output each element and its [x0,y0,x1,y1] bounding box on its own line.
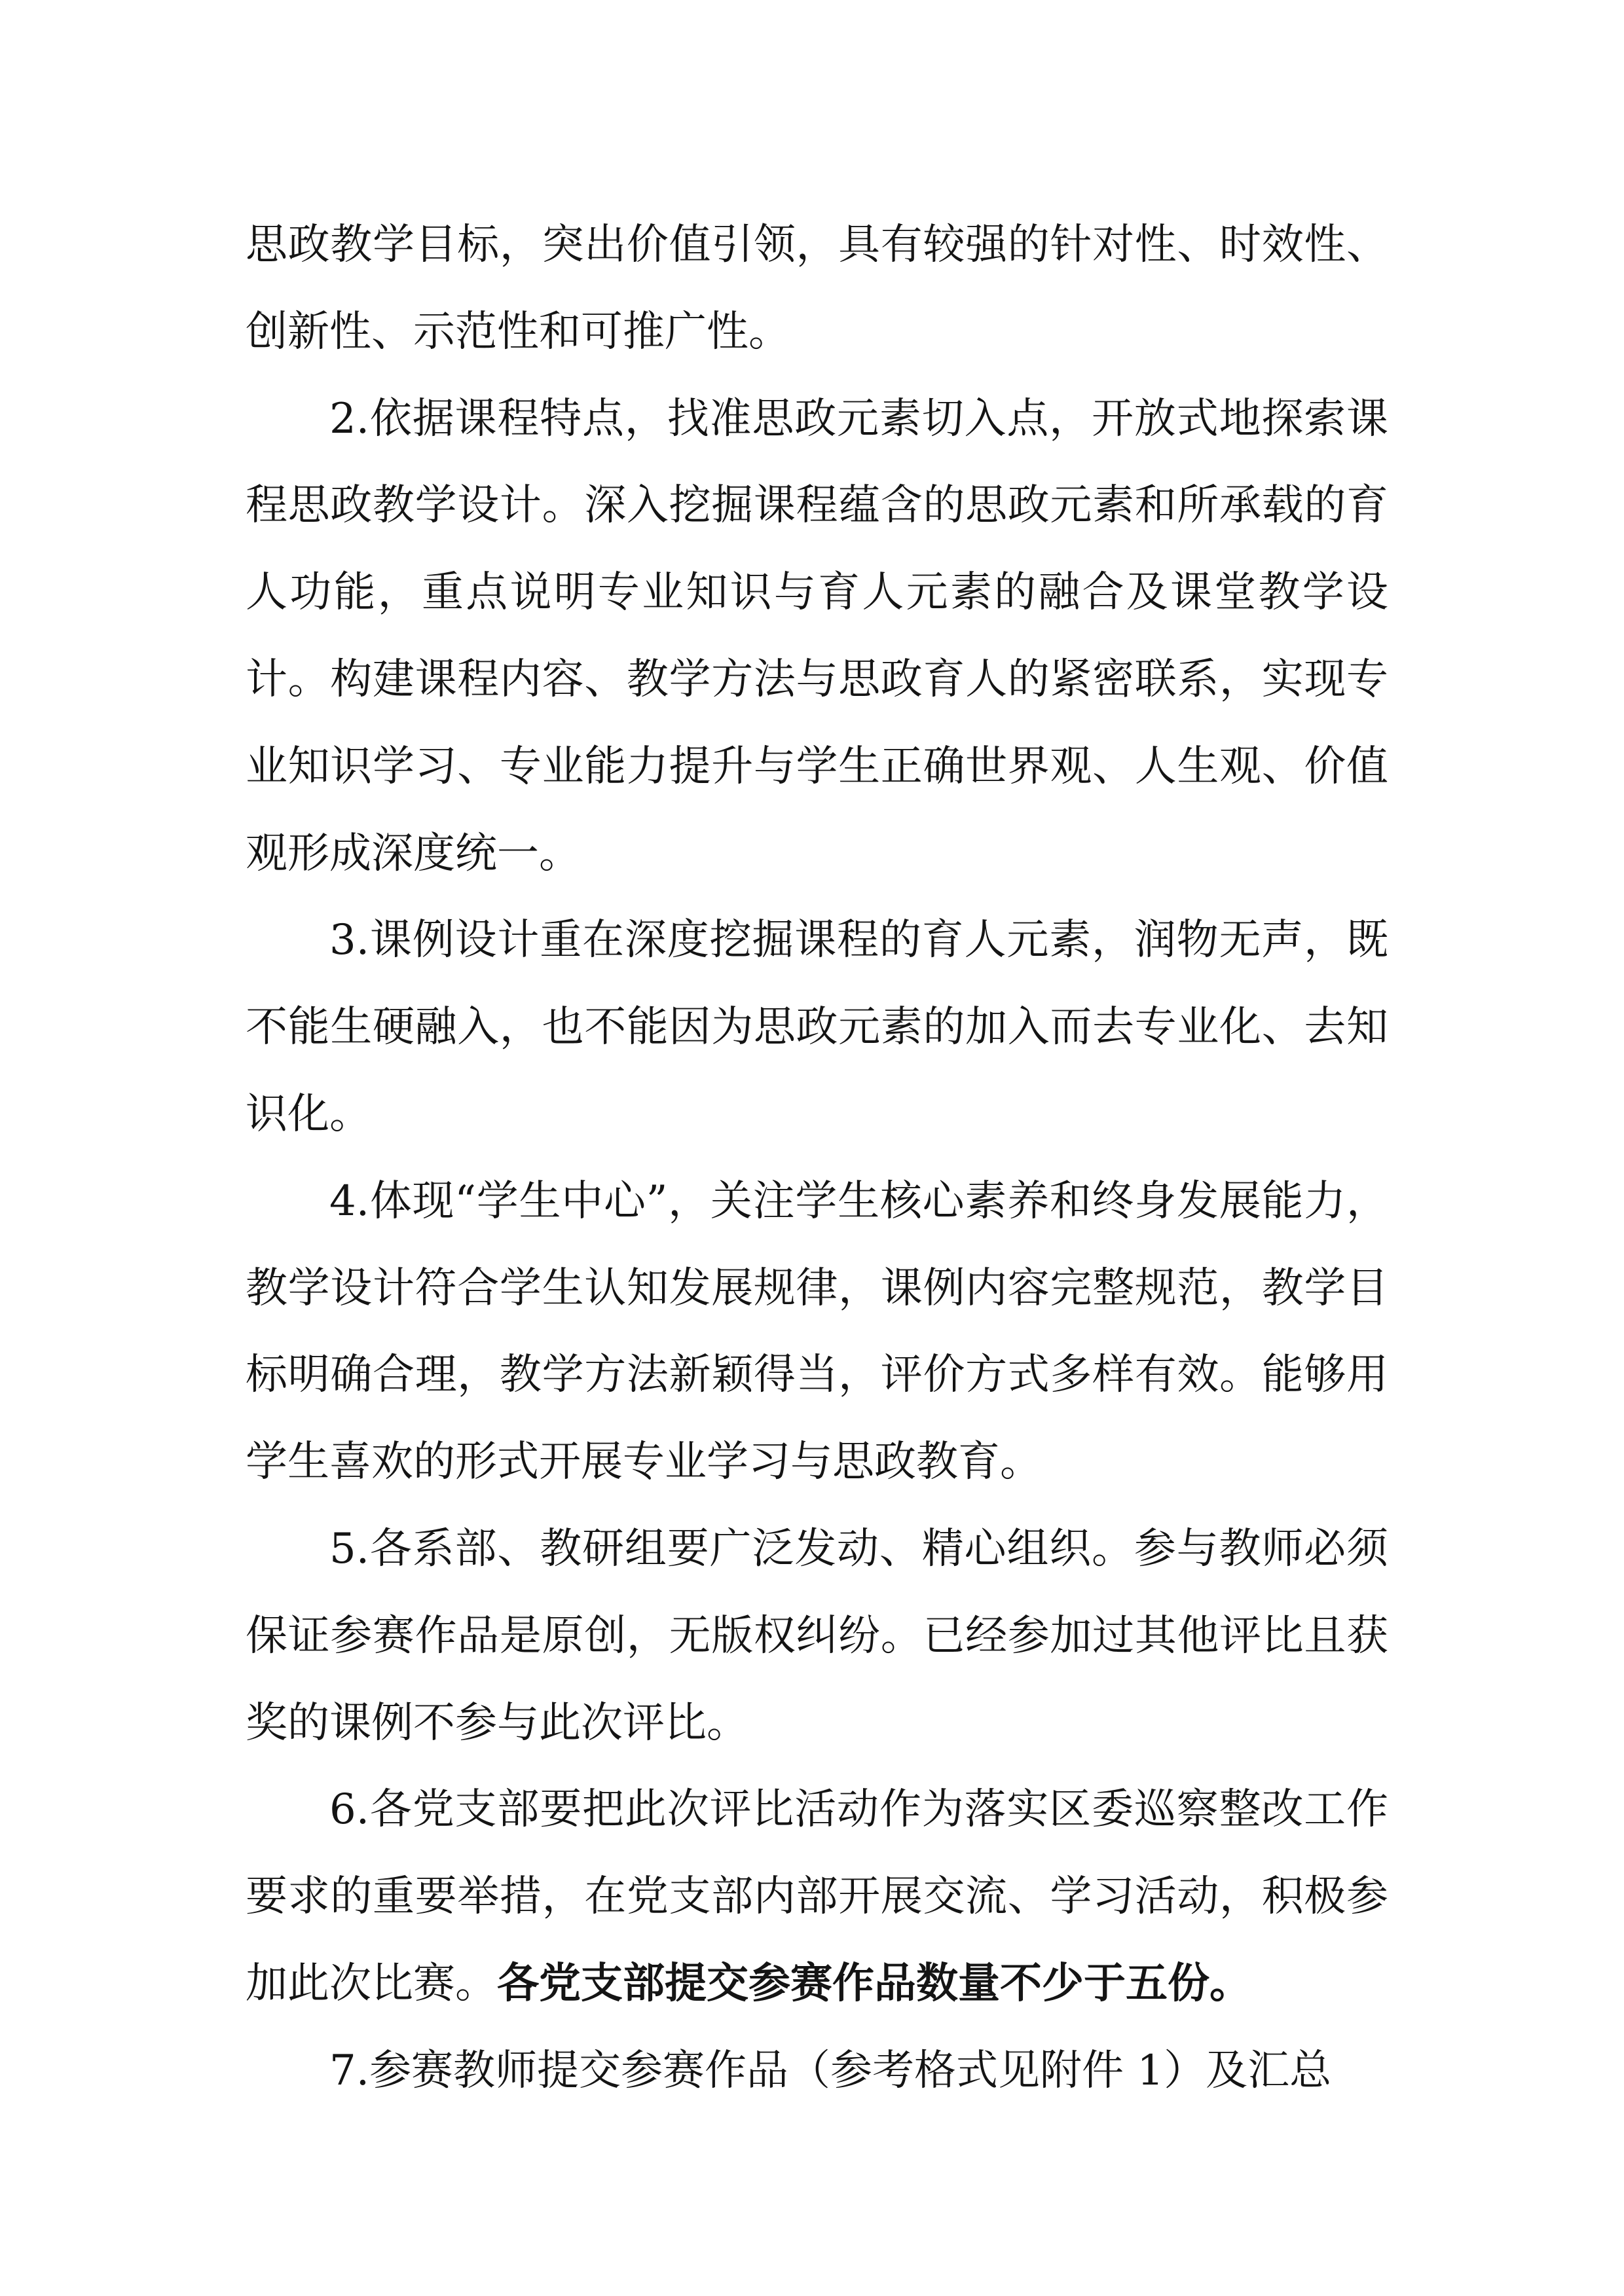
paragraph-bold-requirement: 各党支部提交参赛作品数量不少于五份。 [497,1958,1251,2008]
paragraph-text: 7.参赛教师提交参赛作品（参考格式见附件 1）及汇总 [329,2046,1332,2095]
paragraph-text: 3.课例设计重在深度挖掘课程的育人元素，润物无声，既不能生硬融入，也不能因为思政元素的加入而去专业化、去知识化。 [246,916,1388,1139]
paragraph-item-5 [246,1506,1388,1766]
paragraph-item-7 [246,2028,1388,2115]
paragraph-text: 4.体现“学生中心”，关注学生核心素养和终身发展能力，教学设计符合学生认知发展规律，课例内容完整规范，教学目标明确合理，教学方法新颖得当，评价方式多样有效。能够用学生喜欢的形式开展专业学习与思政教育。 [246,1176,1388,1487]
paragraph-item-3 [246,897,1388,1157]
document-body [246,202,1388,2115]
paragraph-item-6 [246,1766,1388,2027]
paragraph-continuation [246,202,1388,376]
paragraph-item-4 [246,1158,1388,1506]
paragraph-text: 思政教学目标，突出价值引领，具有较强的针对性、时效性、创新性、示范性和可推广性。 [246,221,1388,356]
paragraph-text: 2.依据课程特点，找准思政元素切入点，开放式地探索课程思政教学设计。深入挖掘课程蕴含的思政元素和所承载的育人功能，重点说明专业知识与育人元素的融合及课堂教学设计。构建课程内容、教学方法与思政育人的紧密联系，实现专业知识学习、专业能力提升与学生正确世界观、人生观、价值观形成深度统一。 [246,394,1388,878]
paragraph-text: 5.各系部、教研组要广泛发动、精心组织。参与教师必须保证参赛作品是原创，无版权纠纷。已经参加过其他评比且获奖的课例不参与此次评比。 [246,1524,1388,1747]
paragraph-text: 6.各党支部要把此次评比活动作为落实区委巡察整改工作要求的重要举措，在党支部内部开展交流、学习活动，积极参加此次比赛。 [246,1785,1388,2008]
paragraph-item-2 [246,376,1388,898]
